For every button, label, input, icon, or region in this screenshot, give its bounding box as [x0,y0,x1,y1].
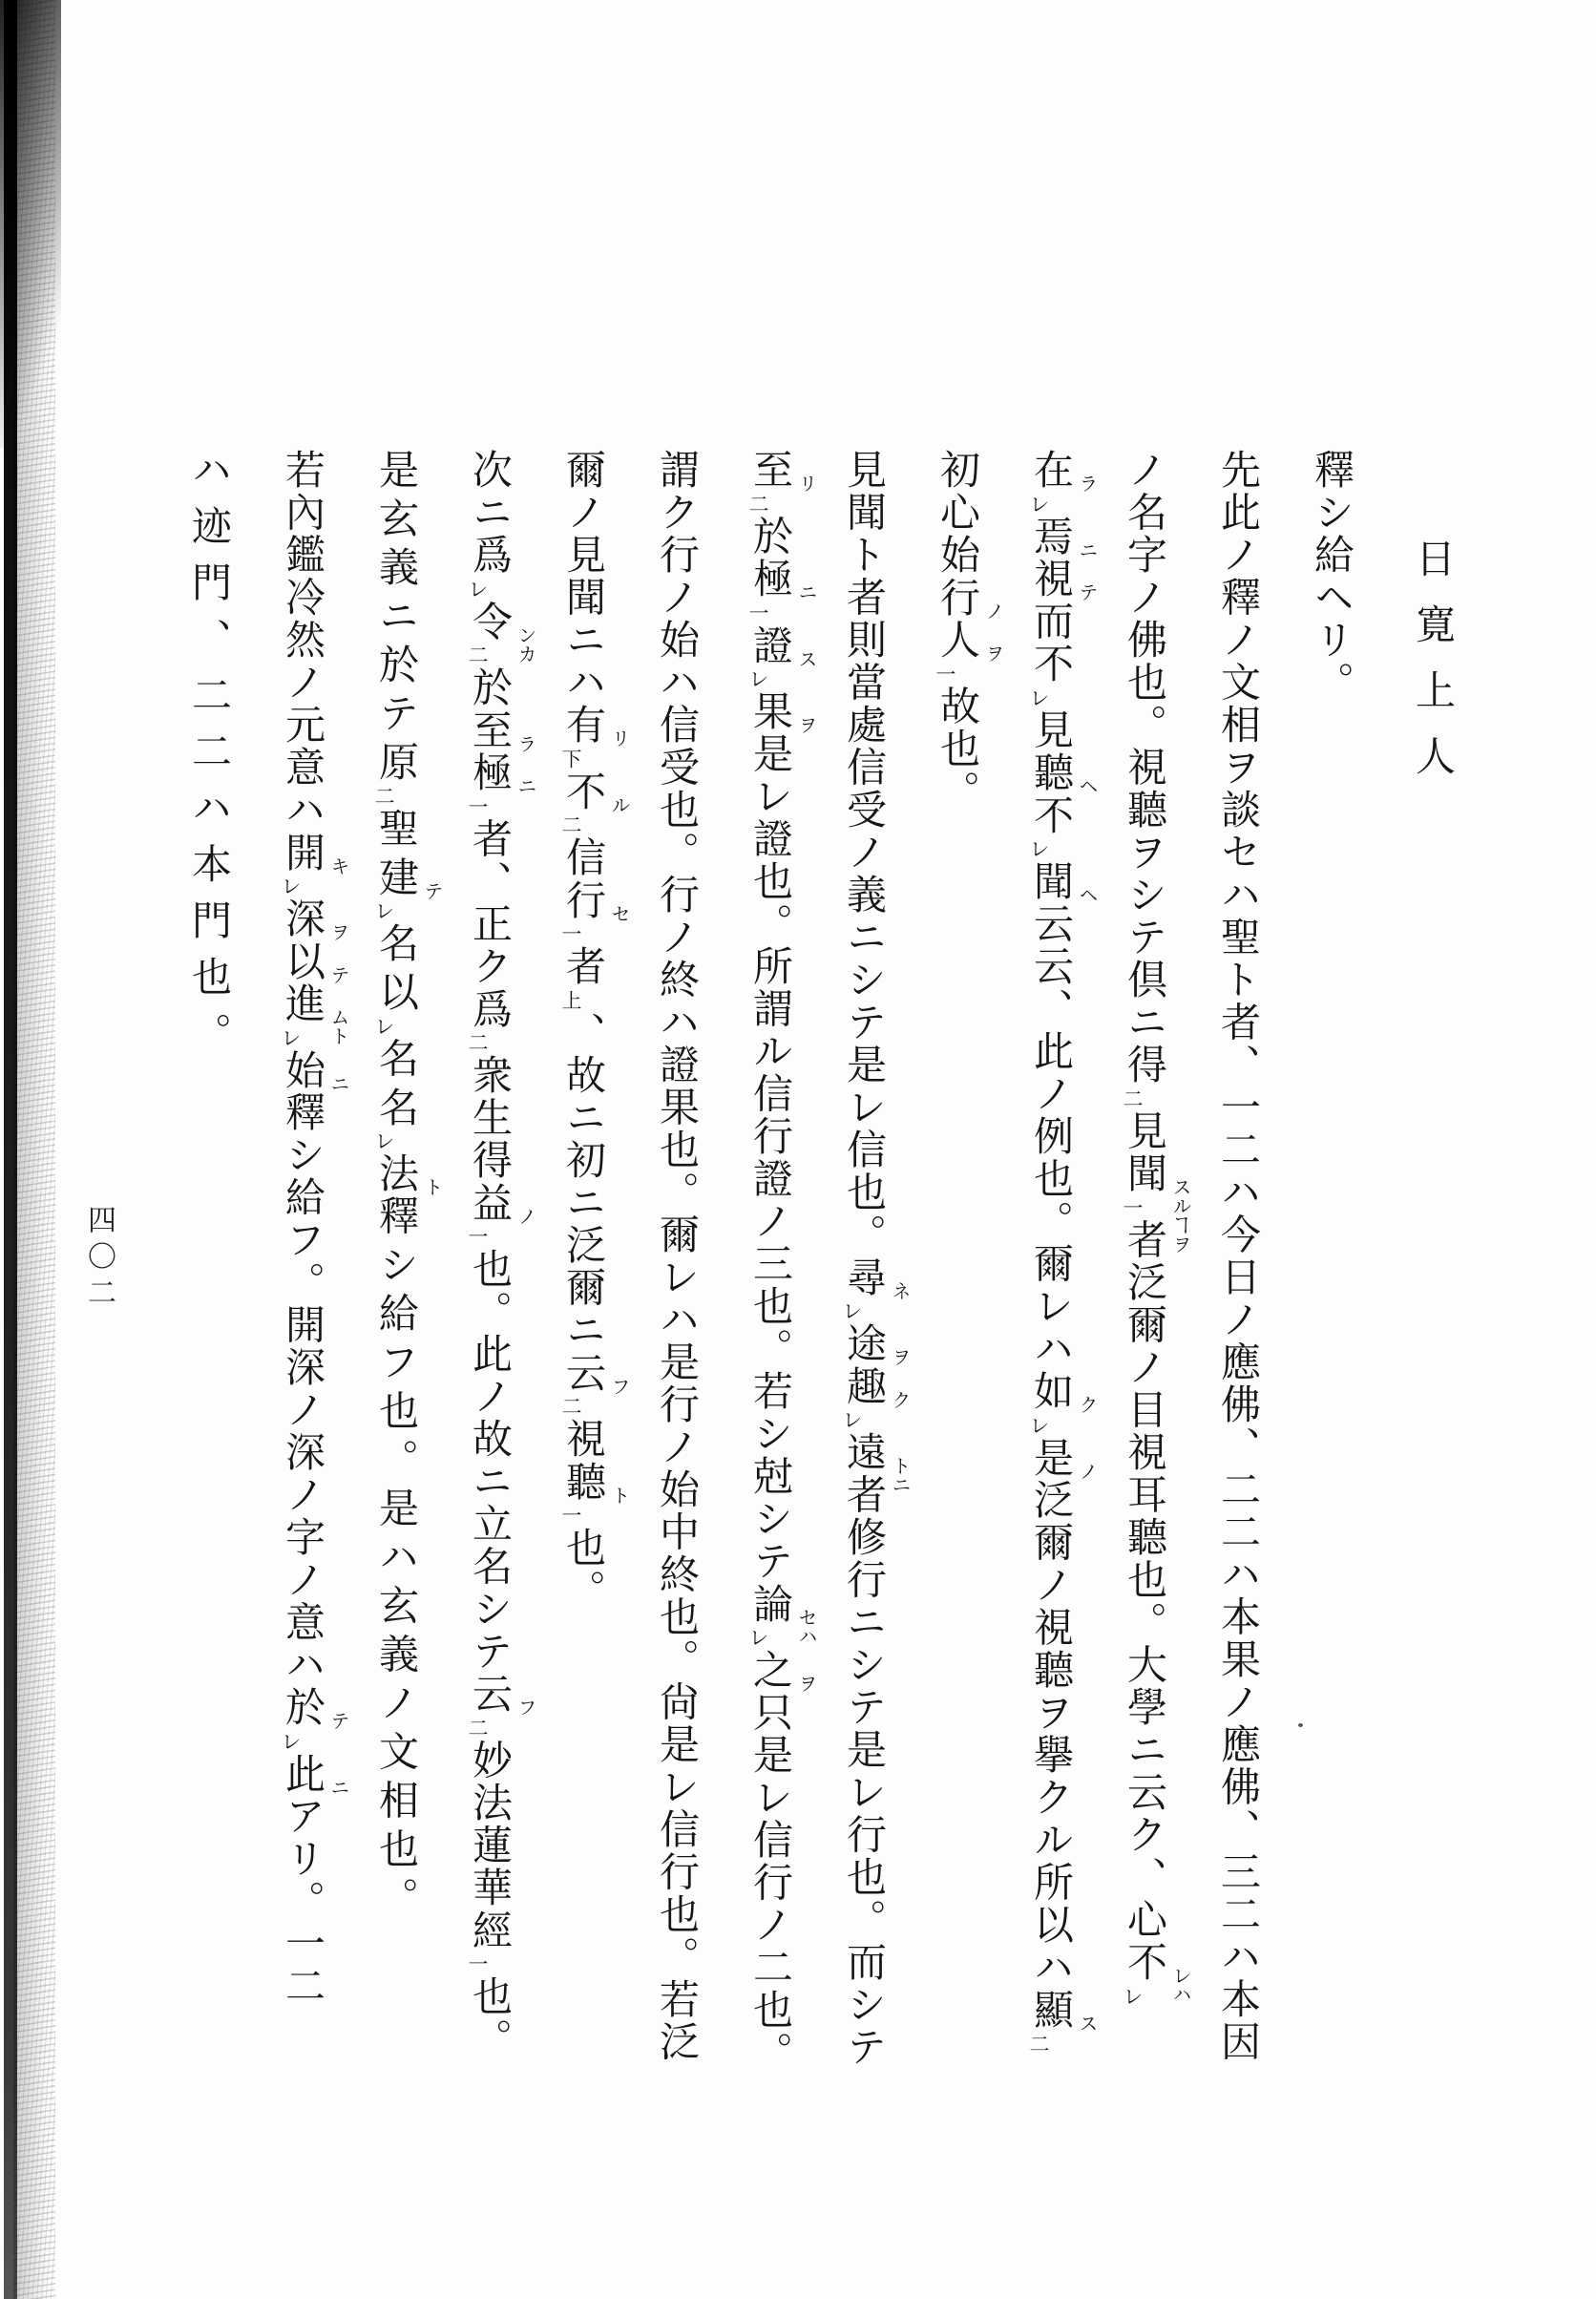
base-char: 云 [560,1351,607,1394]
kaeriten: レ [840,1300,863,1320]
annotated-char [559,770,631,837]
annotated-char [372,1086,420,1153]
text-run: 見聞ト者則當處信受ノ義ニシテ是レ信也。 [841,449,888,1256]
annotated-char [280,939,350,984]
furigana: ムト [327,1007,350,1045]
furigana: ノ [982,601,1005,621]
annotated-char [747,690,818,734]
column-05 [932,449,1005,2129]
kaeriten: レ [1027,838,1050,858]
annotated-char [279,831,350,898]
furigana: ラ [1076,474,1099,493]
annotated-char [1121,1044,1168,1110]
base-char: 云 [467,1673,514,1716]
annotated-char [466,751,537,818]
kaeriten: レ [372,1130,395,1150]
text-run: 聖 [373,807,420,856]
text-run: 見 [1028,708,1075,751]
column-01 [1306,449,1355,2129]
furigana: トニ [889,1456,912,1494]
furigana: ヘ [1076,776,1099,795]
base-char: 證 [747,623,794,666]
annotated-char [466,534,514,601]
annotated-char [840,1364,912,1432]
base-char: 爲 [467,987,514,1030]
kaeriten: レ [1027,1414,1050,1435]
annotated-char [934,576,1005,621]
annotated-char [559,1460,631,1528]
base-char: 聞 [1028,860,1075,903]
base-char: 有 [560,704,607,747]
kaeriten: レ [746,1627,769,1647]
annotated-char [372,971,420,1038]
text-run: 泛爾ノ視聽ヲ擧クル所以ハ [1028,1479,1075,1989]
annotated-char [279,982,350,1049]
furigana: テ [327,964,350,984]
column-06 [838,449,912,2129]
column-10 [464,449,537,2129]
annotated-char [1027,1370,1099,1437]
annotated-char [934,619,1005,685]
annotated-char [467,708,537,753]
annotated-char [840,1255,912,1323]
running-head: 日寛上人 [1410,538,1457,801]
base-char: 不 [1028,643,1075,685]
base-char: 聽 [1028,751,1075,794]
kaeriten: 二 [466,1717,489,1738]
base-char: 至 [747,449,794,492]
base-char: 益 [467,1181,514,1224]
base-char: 於 [280,1686,326,1729]
kaeriten: 一 [746,601,769,622]
furigana: ヲ [795,715,818,734]
furigana: ス [1076,2014,1099,2033]
furigana: スルヿヲ [1169,1177,1192,1254]
text-run: 初心始 [934,449,981,577]
text-run: 、故ニ初ニ泛爾ニ [560,1011,607,1352]
base-char: 不 [1028,793,1075,836]
kaeriten: 二 [372,785,395,806]
kaeriten: 一 [466,795,489,816]
text-run: 而 [1028,600,1075,643]
base-char: 名 [373,1086,420,1128]
base-char: 論 [747,1582,794,1625]
text-run: 名 [373,1037,420,1086]
furigana: ニ [327,1777,350,1797]
text-run: 只是レ信行ノ二也。 [747,1691,794,2074]
text-run: 也。此ノ故ニ立名シテ [467,1248,514,1673]
annotated-char [746,1582,818,1650]
annotated-char [841,1322,912,1366]
annotated-char [1027,1989,1099,2056]
annotated-char [746,449,818,516]
furigana: ス [795,648,818,668]
kaeriten: 二 [466,1032,489,1052]
base-char: 法 [373,1152,420,1195]
kaeriten: 二 [466,644,489,664]
furigana: ト [421,1177,444,1196]
kaeriten: 一 [466,1953,489,1973]
kaeriten: 二 [559,1396,582,1416]
column-03 [1119,449,1192,2129]
text-run: 於 [747,515,794,558]
annotated-char [559,945,607,1012]
base-char: 至 [467,708,514,751]
furigana: ニ [327,1073,350,1093]
base-char: 原 [373,741,420,784]
furigana: ヲ [327,922,350,941]
base-char: 開 [280,831,326,874]
text-run: 若內鑑冷然ノ元意ハ [280,449,326,832]
base-char: 以 [280,939,326,982]
page-number: 四〇二 [82,1205,116,1314]
kaeriten: レ [1121,1985,1144,2006]
base-char: 建 [373,855,420,898]
column-07 [745,449,818,2129]
furigana: リ [608,728,631,748]
base-char: 是 [1028,1436,1075,1479]
furigana: レハ [1169,1966,1192,2004]
base-char: 趣 [841,1364,888,1407]
annotated-char [841,1431,912,1494]
furigana: ノ [1076,1461,1099,1481]
annotated-char [466,1181,537,1249]
annotated-char [1121,1152,1192,1254]
furigana: セ [608,903,631,923]
text-run: 次ニ [467,449,514,534]
furigana: セハ [795,1607,818,1646]
furigana: ニ [514,776,537,795]
kaeriten: 下 [559,748,582,769]
annotated-char [466,1673,537,1740]
annotated-char [1028,751,1099,795]
base-char: 尋 [841,1255,888,1298]
annotated-char [747,1649,818,1693]
base-char: 途 [841,1322,888,1365]
base-char: 不 [560,770,607,812]
furigana: ニ [795,582,818,601]
text-run: 於 [467,666,514,709]
text-run: 衆生得 [467,1054,514,1182]
base-char: 聽 [560,1460,607,1503]
base-char: 視 [1028,558,1075,601]
base-char: 爲 [467,534,514,577]
annotated-char [1028,558,1099,601]
kaeriten: レ [372,1015,395,1036]
base-char: 者 [560,945,607,988]
annotated-char [746,558,818,624]
kaeriten: レ [746,668,769,688]
base-char: 人 [934,619,981,662]
text-run: 謂ク行ノ始ハ信受也。行ノ終ハ證果也。爾レハ是行ノ始中終也。尙是レ信行也。若泛 [654,449,701,2063]
text-run: 也。 [467,1975,514,2060]
column-08 [651,449,701,2129]
kaeriten: 一 [466,1226,489,1246]
furigana: ノ [514,1206,537,1226]
annotated-char [280,1752,350,1797]
text-run: 見 [1122,1109,1168,1152]
furigana: ト [608,1485,631,1505]
text-run: 釋シ給フ也。是ハ玄義ノ文相也。 [373,1194,420,1926]
text-run: 者泛爾ノ目視耳聽也。大學ニ云ク、心 [1122,1218,1168,1941]
text-run: ノ名字ノ佛也。視聽ヲシテ倶ニ [1122,449,1168,1044]
annotated-char [1028,860,1099,904]
annotated-char [1028,515,1099,559]
furigana: キ [327,855,350,875]
base-char: 焉 [1028,515,1075,558]
column-09 [557,449,631,2129]
text-run: 名 [373,922,420,971]
furigana: ヘ [1076,885,1099,904]
base-char: 得 [1122,1044,1168,1086]
annotated-char [372,741,420,808]
furigana: ヲ [889,1347,912,1366]
text-run: 是玄義ニ於テ [373,449,420,741]
annotated-char [559,704,631,770]
base-char: 如 [1028,1370,1075,1413]
text-run: 也。 [560,1527,607,1612]
kaeriten: 二 [559,814,582,834]
base-char: 深 [280,897,326,940]
furigana: テ [1076,582,1099,601]
base-char: 遠 [841,1431,888,1474]
base-char: 行 [560,878,607,921]
base-char: 之 [747,1649,794,1692]
annotated-char [1027,449,1099,516]
kaeriten: レ [1027,686,1050,707]
base-char: 不 [1122,1941,1168,1984]
text-run: アリ。一二 [280,1795,326,2008]
base-char: 果 [747,690,794,733]
text-run: 信 [560,836,607,879]
base-char: 顯 [1028,1989,1075,2032]
furigana: ネ [889,1280,912,1300]
kaeriten: 一 [934,663,956,684]
kaeriten: レ [840,1409,863,1429]
kaeriten: レ [279,1026,302,1047]
annotated-char [466,987,514,1055]
kaeriten: 一 [1121,1196,1144,1217]
base-char: 在 [1028,449,1075,492]
base-char: 進 [280,982,326,1025]
base-char: 此 [280,1752,326,1795]
text-run: 云云、此ノ例也。爾レハ [1028,902,1075,1370]
furigana: ラ [514,733,537,753]
annotated-char [373,1152,444,1196]
base-char: 極 [467,751,514,794]
furigana: ル [608,794,631,814]
furigana: ク [889,1389,912,1409]
furigana: ンカ [514,624,537,664]
annotated-char [559,1351,631,1419]
column-04 [1025,449,1099,2129]
base-char: 極 [747,558,794,601]
text-run: 故也。 [934,685,981,812]
kaeriten: 二 [746,493,769,514]
text-run: 釋シ給ヘリ。 [1309,449,1355,704]
furigana: リ [795,474,818,493]
base-char: 經 [467,1909,514,1951]
annotated-char [559,878,631,946]
kaeriten: 二 [1121,1087,1144,1108]
base-char: 令 [467,600,514,643]
kaeriten: レ [372,900,395,920]
base-char: 始 [280,1048,326,1091]
furigana: ヲ [795,1674,818,1693]
furigana: テ [327,1711,350,1730]
furigana: ク [1076,1395,1099,1414]
base-char: 以 [373,971,420,1014]
annotated-char [280,897,350,941]
annotated-char [280,1048,350,1093]
annotated-char [1027,643,1075,709]
column-13 [183,449,233,2129]
furigana: ニ [1076,539,1099,559]
column-02 [1212,449,1262,2129]
furigana: フ [514,1698,537,1717]
kaeriten: レ [279,1730,302,1751]
text-run: 爾ノ見聞ニハ [560,449,607,704]
kaeriten: 一 [559,923,582,943]
text-run: 是レ證也。所謂ル信行證ノ三也。若シ尅シテ [747,732,794,1583]
annotated-char [746,623,818,691]
text-run: 視 [560,1418,607,1461]
annotated-char [1028,1436,1099,1481]
kaeriten: 一 [559,1505,582,1525]
column-11 [370,449,444,2129]
annotated-char [1027,793,1075,861]
text-run: ハ迹門、二二ハ本門也。 [186,449,233,1068]
annotated-char [466,600,537,667]
base-char: 聞 [1122,1152,1168,1195]
column-12 [277,449,350,2129]
text-run: 釋シ給フ。開深ノ深ノ字ノ意ハ [280,1091,326,1686]
annotated-char [466,1909,514,1976]
kaeriten: 上 [559,989,582,1010]
kaeriten: レ [279,875,302,896]
text-run: 妙法蓮華 [467,1739,514,1909]
annotated-char [279,1686,350,1753]
base-char: 行 [934,576,981,619]
furigana: テ [421,880,444,900]
kaeriten: レ [466,578,489,599]
furigana: フ [608,1376,631,1396]
annotated-char [372,855,444,923]
text-run: 者、正ク [467,817,514,988]
text-block [136,449,1355,2129]
furigana: ヲ [982,643,1005,663]
text-run: 先此ノ釋ノ文相ヲ談セハ聖ト者、一二ハ今日ノ應佛、二二ハ本果ノ應佛、三二ハ本因 [1215,449,1262,2063]
kaeriten: 二 [1027,2033,1050,2054]
kaeriten: レ [1027,493,1050,514]
scan-gutter-shadow [0,0,61,449]
annotated-char [1121,1941,1192,2008]
text-run: 者修行ニシテ是レ行也。而シテ [841,1473,888,2069]
